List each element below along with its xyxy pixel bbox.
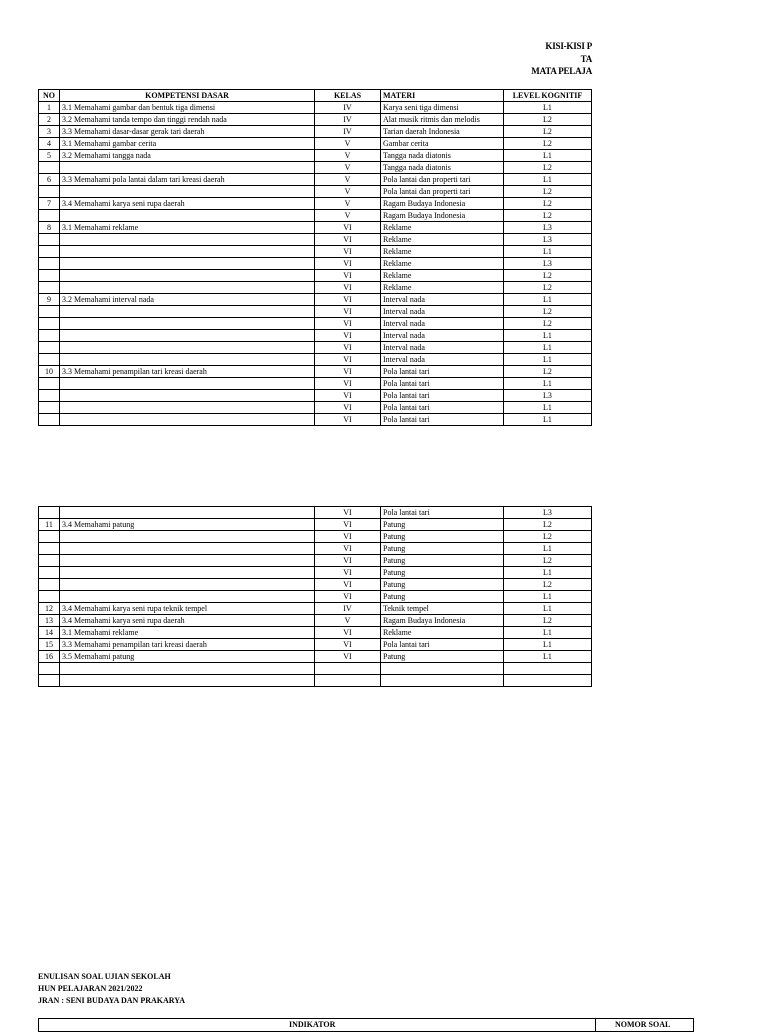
cell-kelas: VI — [315, 246, 381, 258]
cell-materi: Interval nada — [381, 318, 504, 330]
kisi-kisi-table-1 — [38, 89, 592, 426]
cell-level-kognitif: L2 — [504, 270, 592, 282]
table-row — [39, 603, 592, 615]
col-header-kelas: KELAS — [315, 90, 381, 102]
cell-no: 1 — [39, 102, 60, 114]
table-row — [39, 198, 592, 210]
cell-kompetensi-dasar — [60, 402, 315, 414]
col-header-kompetensi-dasar: KOMPETENSI DASAR — [60, 90, 315, 102]
table-row — [39, 342, 592, 354]
table-row — [39, 567, 592, 579]
cell-no: 6 — [39, 174, 60, 186]
cell-kompetensi-dasar — [60, 246, 315, 258]
cell-kompetensi-dasar — [60, 591, 315, 603]
cell-level-kognitif: L2 — [504, 162, 592, 174]
col-header-materi: MATERI — [381, 90, 504, 102]
col-header-level-kognitif: LEVEL KOGNITIF — [504, 90, 592, 102]
cell-kelas: VI — [315, 651, 381, 663]
cell-kelas: VI — [315, 378, 381, 390]
cell-materi: Interval nada — [381, 306, 504, 318]
cell-kelas — [315, 663, 381, 675]
cell-materi: Reklame — [381, 258, 504, 270]
cell-kelas: IV — [315, 126, 381, 138]
cell-level-kognitif: L2 — [504, 186, 592, 198]
table-row — [39, 651, 592, 663]
cell-kelas: VI — [315, 627, 381, 639]
table-row — [39, 138, 592, 150]
cell-level-kognitif: L3 — [504, 258, 592, 270]
cell-kompetensi-dasar — [60, 234, 315, 246]
cell-no — [39, 186, 60, 198]
cell-kompetensi-dasar — [60, 282, 315, 294]
cell-materi: Patung — [381, 579, 504, 591]
cell-materi: Alat musik ritmis dan melodis — [381, 114, 504, 126]
cell-kelas: VI — [315, 567, 381, 579]
cell-no: 7 — [39, 198, 60, 210]
cell-no — [39, 270, 60, 282]
cell-materi: Patung — [381, 519, 504, 531]
table-row — [39, 663, 592, 675]
cell-kompetensi-dasar: 3.1 Memahami reklame — [60, 222, 315, 234]
cell-no: 11 — [39, 519, 60, 531]
table-row — [39, 294, 592, 306]
cell-kelas: VI — [315, 639, 381, 651]
cell-kelas: VI — [315, 390, 381, 402]
cell-level-kognitif: L2 — [504, 210, 592, 222]
table-row — [39, 162, 592, 174]
cell-level-kognitif: L1 — [504, 591, 592, 603]
cell-kompetensi-dasar — [60, 507, 315, 519]
cell-materi: Patung — [381, 543, 504, 555]
cell-materi: Pola lantai tari — [381, 366, 504, 378]
cell-no — [39, 543, 60, 555]
cell-kompetensi-dasar — [60, 390, 315, 402]
table-row — [39, 543, 592, 555]
table-row — [39, 639, 592, 651]
cell-materi: Pola lantai tari — [381, 414, 504, 426]
cell-kelas: IV — [315, 114, 381, 126]
table-row — [39, 258, 592, 270]
cell-kelas: VI — [315, 342, 381, 354]
cell-kompetensi-dasar — [60, 378, 315, 390]
cell-no — [39, 507, 60, 519]
cell-level-kognitif: L2 — [504, 138, 592, 150]
cell-kelas: V — [315, 210, 381, 222]
table-row — [39, 531, 592, 543]
cell-no — [39, 531, 60, 543]
cell-no: 8 — [39, 222, 60, 234]
cell-kompetensi-dasar: 3.3 Memahami pola lantai dalam tari kreasi daerah — [60, 174, 315, 186]
cell-kelas: VI — [315, 258, 381, 270]
cell-kelas: V — [315, 174, 381, 186]
col-header-no: NO — [39, 90, 60, 102]
col-header-indikator: INDIKATOR — [289, 1020, 336, 1029]
cell-materi: Pola lantai dan properti tari — [381, 186, 504, 198]
cell-kompetensi-dasar — [60, 318, 315, 330]
cell-materi: Pola lantai dan properti tari — [381, 174, 504, 186]
cell-no — [39, 567, 60, 579]
cell-level-kognitif: L2 — [504, 366, 592, 378]
cell-level-kognitif: L2 — [504, 282, 592, 294]
table-row — [39, 675, 592, 687]
cell-kompetensi-dasar: 3.4 Memahami karya seni rupa teknik tempel — [60, 603, 315, 615]
cell-level-kognitif: L2 — [504, 531, 592, 543]
cell-kompetensi-dasar — [60, 663, 315, 675]
cell-kelas: VI — [315, 270, 381, 282]
cell-no — [39, 258, 60, 270]
cell-kelas: VI — [315, 531, 381, 543]
cell-no — [39, 210, 60, 222]
cell-kompetensi-dasar — [60, 342, 315, 354]
cell-materi: Ragam Budaya Indonesia — [381, 210, 504, 222]
cell-kelas: VI — [315, 294, 381, 306]
cell-no — [39, 663, 60, 675]
cell-materi: Teknik tempel — [381, 603, 504, 615]
cell-level-kognitif: L1 — [504, 651, 592, 663]
table-row — [39, 210, 592, 222]
cell-kelas: VI — [315, 414, 381, 426]
cell-level-kognitif: L2 — [504, 579, 592, 591]
table-row — [39, 402, 592, 414]
kisi-kisi-table-2 — [38, 506, 592, 687]
cell-no — [39, 354, 60, 366]
table-row — [39, 378, 592, 390]
cell-no: 13 — [39, 615, 60, 627]
cell-kompetensi-dasar — [60, 210, 315, 222]
cell-kelas: V — [315, 150, 381, 162]
cell-no — [39, 591, 60, 603]
cell-no — [39, 579, 60, 591]
cell-kelas: IV — [315, 102, 381, 114]
cell-kompetensi-dasar — [60, 414, 315, 426]
table-row — [39, 114, 592, 126]
table-row — [39, 318, 592, 330]
table-row — [39, 507, 592, 519]
cell-no — [39, 414, 60, 426]
cell-level-kognitif: L1 — [504, 174, 592, 186]
cell-no — [39, 282, 60, 294]
cell-level-kognitif: L1 — [504, 150, 592, 162]
cell-level-kognitif: L2 — [504, 519, 592, 531]
cell-kelas: V — [315, 615, 381, 627]
cell-kompetensi-dasar — [60, 543, 315, 555]
cell-no — [39, 162, 60, 174]
table-row — [39, 174, 592, 186]
cell-materi: Reklame — [381, 270, 504, 282]
table-row — [39, 354, 592, 366]
cell-no: 15 — [39, 639, 60, 651]
table-row — [39, 519, 592, 531]
cell-level-kognitif: L2 — [504, 555, 592, 567]
cell-level-kognitif: L1 — [504, 342, 592, 354]
cell-kompetensi-dasar — [60, 354, 315, 366]
cell-kelas: VI — [315, 519, 381, 531]
cell-no: 2 — [39, 114, 60, 126]
cell-kelas: VI — [315, 366, 381, 378]
cell-materi: Reklame — [381, 222, 504, 234]
table-row — [39, 126, 592, 138]
cell-level-kognitif: L1 — [504, 378, 592, 390]
cell-level-kognitif: L1 — [504, 246, 592, 258]
footer-title-line3: JRAN : SENI BUDAYA DAN PRAKARYA — [38, 996, 186, 1005]
cell-materi: Gambar cerita — [381, 138, 504, 150]
cell-kelas: VI — [315, 306, 381, 318]
cell-materi: Patung — [381, 651, 504, 663]
cell-no — [39, 330, 60, 342]
table-row — [39, 414, 592, 426]
cell-no — [39, 675, 60, 687]
cell-level-kognitif: L1 — [504, 603, 592, 615]
cell-no: 12 — [39, 603, 60, 615]
cell-kompetensi-dasar: 3.4 Memahami karya seni rupa daerah — [60, 615, 315, 627]
cell-no: 5 — [39, 150, 60, 162]
cell-no — [39, 390, 60, 402]
cell-level-kognitif: L3 — [504, 390, 592, 402]
cell-level-kognitif: L3 — [504, 234, 592, 246]
cell-materi: Pola lantai tari — [381, 390, 504, 402]
table-row — [39, 246, 592, 258]
cell-kompetensi-dasar: 3.2 Memahami tangga nada — [60, 150, 315, 162]
cell-kelas: VI — [315, 234, 381, 246]
cell-level-kognitif: L2 — [504, 126, 592, 138]
cell-kompetensi-dasar: 3.3 Memahami penampilan tari kreasi daerah — [60, 639, 315, 651]
cell-no — [39, 234, 60, 246]
cell-level-kognitif — [504, 675, 592, 687]
cell-materi: Tangga nada diatonis — [381, 162, 504, 174]
cell-kompetensi-dasar: 3.3 Memahami dasar-dasar gerak tari daerah — [60, 126, 315, 138]
cell-kompetensi-dasar — [60, 270, 315, 282]
cell-kelas: V — [315, 198, 381, 210]
col-header-nomor-soal: NOMOR SOAL — [615, 1020, 671, 1029]
table-row — [39, 234, 592, 246]
cell-materi — [381, 663, 504, 675]
cell-materi: Patung — [381, 591, 504, 603]
table-row — [39, 270, 592, 282]
table-row — [39, 390, 592, 402]
cell-kompetensi-dasar: 3.4 Memahami karya seni rupa daerah — [60, 198, 315, 210]
table-row — [39, 555, 592, 567]
cell-no: 14 — [39, 627, 60, 639]
cell-kompetensi-dasar — [60, 186, 315, 198]
indikator-table-header — [38, 1018, 694, 1032]
column-divider — [595, 1019, 596, 1031]
cell-kompetensi-dasar: 3.2 Memahami interval nada — [60, 294, 315, 306]
cell-kompetensi-dasar — [60, 555, 315, 567]
cell-level-kognitif: L3 — [504, 222, 592, 234]
header-title-line1: KISI-KISI P — [545, 41, 592, 51]
table-row — [39, 591, 592, 603]
cell-kompetensi-dasar — [60, 675, 315, 687]
cell-materi: Interval nada — [381, 342, 504, 354]
table-row — [39, 150, 592, 162]
cell-level-kognitif: L3 — [504, 507, 592, 519]
cell-kompetensi-dasar — [60, 306, 315, 318]
cell-materi: Ragam Budaya Indonesia — [381, 615, 504, 627]
cell-materi: Pola lantai tari — [381, 639, 504, 651]
cell-level-kognitif: L2 — [504, 318, 592, 330]
cell-kelas: VI — [315, 318, 381, 330]
cell-kelas: VI — [315, 354, 381, 366]
cell-kelas: VI — [315, 591, 381, 603]
cell-materi: Patung — [381, 531, 504, 543]
cell-kompetensi-dasar — [60, 579, 315, 591]
table-row — [39, 615, 592, 627]
cell-level-kognitif: L1 — [504, 330, 592, 342]
cell-level-kognitif: L1 — [504, 627, 592, 639]
cell-kelas — [315, 675, 381, 687]
cell-kompetensi-dasar — [60, 162, 315, 174]
table-row — [39, 282, 592, 294]
cell-kelas: VI — [315, 282, 381, 294]
cell-materi: Reklame — [381, 627, 504, 639]
table-row — [39, 222, 592, 234]
cell-kelas: V — [315, 162, 381, 174]
cell-kompetensi-dasar — [60, 258, 315, 270]
cell-level-kognitif: L2 — [504, 198, 592, 210]
cell-level-kognitif: L1 — [504, 543, 592, 555]
cell-kompetensi-dasar: 3.1 Memahami gambar dan bentuk tiga dimensi — [60, 102, 315, 114]
footer-title-line1: ENULISAN SOAL UJIAN SEKOLAH — [38, 972, 171, 981]
header-title-line2: TA — [580, 54, 592, 64]
table-header-row — [39, 90, 592, 102]
cell-no — [39, 555, 60, 567]
cell-level-kognitif: L2 — [504, 114, 592, 126]
cell-no: 10 — [39, 366, 60, 378]
cell-materi: Reklame — [381, 234, 504, 246]
cell-no: 9 — [39, 294, 60, 306]
cell-level-kognitif: L2 — [504, 306, 592, 318]
cell-kelas: VI — [315, 507, 381, 519]
cell-kompetensi-dasar — [60, 330, 315, 342]
cell-materi: Tarian daerah Indonesia — [381, 126, 504, 138]
cell-kelas: VI — [315, 555, 381, 567]
cell-level-kognitif: L1 — [504, 294, 592, 306]
cell-materi — [381, 675, 504, 687]
cell-kelas: VI — [315, 579, 381, 591]
cell-level-kognitif: L1 — [504, 414, 592, 426]
cell-no — [39, 246, 60, 258]
table-row — [39, 579, 592, 591]
cell-kompetensi-dasar: 3.1 Memahami reklame — [60, 627, 315, 639]
cell-kelas: VI — [315, 402, 381, 414]
cell-materi: Ragam Budaya Indonesia — [381, 198, 504, 210]
cell-level-kognitif: L1 — [504, 402, 592, 414]
footer-title-line2: HUN PELAJARAN 2021/2022 — [38, 984, 143, 993]
cell-materi: Karya seni tiga dimensi — [381, 102, 504, 114]
cell-kompetensi-dasar: 3.5 Memahami patung — [60, 651, 315, 663]
cell-kelas: IV — [315, 603, 381, 615]
cell-kompetensi-dasar: 3.3 Memahami penampilan tari kreasi daerah — [60, 366, 315, 378]
cell-level-kognitif: L1 — [504, 354, 592, 366]
cell-materi: Pola lantai tari — [381, 378, 504, 390]
cell-kelas: VI — [315, 330, 381, 342]
cell-kompetensi-dasar: 3.4 Memahami patung — [60, 519, 315, 531]
cell-level-kognitif: L2 — [504, 615, 592, 627]
cell-materi: Reklame — [381, 246, 504, 258]
cell-kompetensi-dasar — [60, 567, 315, 579]
table-row — [39, 366, 592, 378]
cell-level-kognitif — [504, 663, 592, 675]
cell-kompetensi-dasar: 3.2 Memahami tanda tempo dan tinggi rendah nada — [60, 114, 315, 126]
cell-no — [39, 318, 60, 330]
cell-materi: Patung — [381, 555, 504, 567]
cell-materi: Reklame — [381, 282, 504, 294]
cell-materi: Interval nada — [381, 354, 504, 366]
cell-level-kognitif: L1 — [504, 567, 592, 579]
cell-kelas: VI — [315, 543, 381, 555]
cell-materi: Pola lantai tari — [381, 507, 504, 519]
header-title-line3: MATA PELAJA — [531, 66, 592, 76]
cell-no: 4 — [39, 138, 60, 150]
cell-materi: Tangga nada diatonis — [381, 150, 504, 162]
cell-kompetensi-dasar — [60, 531, 315, 543]
table-row — [39, 102, 592, 114]
cell-kelas: V — [315, 138, 381, 150]
cell-no — [39, 306, 60, 318]
table-row — [39, 186, 592, 198]
cell-materi: Interval nada — [381, 294, 504, 306]
cell-materi: Interval nada — [381, 330, 504, 342]
table-row — [39, 627, 592, 639]
cell-no — [39, 402, 60, 414]
cell-kelas: V — [315, 186, 381, 198]
cell-level-kognitif: L1 — [504, 639, 592, 651]
cell-kompetensi-dasar: 3.1 Memahami gambar cerita — [60, 138, 315, 150]
cell-level-kognitif: L1 — [504, 102, 592, 114]
cell-materi: Patung — [381, 567, 504, 579]
cell-kelas: VI — [315, 222, 381, 234]
cell-materi: Pola lantai tari — [381, 402, 504, 414]
cell-no — [39, 342, 60, 354]
table-row — [39, 330, 592, 342]
cell-no: 3 — [39, 126, 60, 138]
table-row — [39, 306, 592, 318]
cell-no: 16 — [39, 651, 60, 663]
cell-no — [39, 378, 60, 390]
